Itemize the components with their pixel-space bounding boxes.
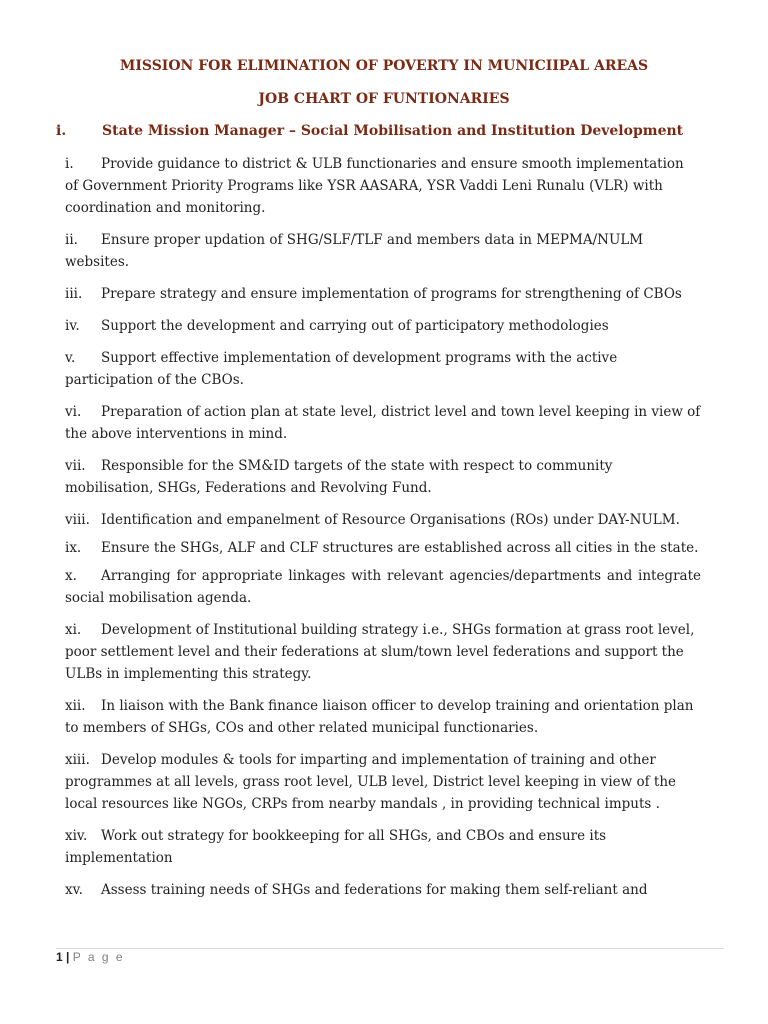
page-number: 1 bbox=[56, 950, 63, 964]
list-item bbox=[65, 537, 701, 559]
item-text: In liaison with the Bank finance liaison officer to develop training and orientation plan to members of SHGs, COs and other related municipal functionaries. bbox=[65, 698, 694, 736]
item-number: xv. bbox=[65, 882, 83, 898]
list-item bbox=[65, 455, 701, 499]
item-number: xii. bbox=[65, 698, 86, 714]
item-number: i. bbox=[65, 156, 74, 172]
item-text: Assess training needs of SHGs and federations for making them self-reliant and bbox=[101, 882, 648, 898]
page-label: P a g e bbox=[72, 950, 125, 964]
item-number: iii. bbox=[65, 286, 83, 302]
item-number: viii. bbox=[65, 512, 90, 528]
list-item bbox=[65, 229, 701, 273]
item-text: Prepare strategy and ensure implementation of programs for strengthening of CBOs bbox=[101, 286, 682, 302]
footer-divider bbox=[56, 948, 724, 949]
item-text: Support effective implementation of development programs with the active participation of the CBOs. bbox=[65, 350, 618, 388]
list-item bbox=[65, 695, 701, 739]
item-text: Provide guidance to district & ULB functionaries and ensure smooth implementation of Government Priority Programs like YSR AASARA, YSR Vaddi Leni Runalu (VLR) with coordination and monitoring. bbox=[65, 156, 684, 216]
list-item bbox=[65, 347, 701, 391]
list-item bbox=[65, 619, 701, 685]
section-title: State Mission Manager – Social Mobilisation and Institution Development bbox=[102, 123, 684, 139]
item-text: Develop modules & tools for imparting and implementation of training and other programmes at all levels, grass root level, ULB level, District level keeping in view of the local resources like NGOs, CRPs from nearby mandals , in providing technical imputs . bbox=[65, 752, 677, 812]
item-text: Development of Institutional building strategy i.e., SHGs formation at grass root level, poor settlement level and their federations at slum/town level federations and support the ULBs in implementing this strategy. bbox=[65, 622, 695, 682]
list-item bbox=[65, 509, 701, 531]
document-subtitle: JOB CHART OF FUNTIONARIES bbox=[258, 91, 510, 107]
page-footer bbox=[56, 950, 125, 964]
item-text: Ensure the SHGs, ALF and CLF structures are established across all cities in the state. bbox=[101, 540, 699, 556]
list-item bbox=[65, 315, 701, 337]
list-item bbox=[65, 401, 701, 445]
item-text: Arranging for appropriate linkages with relevant agencies/departments and integrate social mobilisation agenda. bbox=[65, 568, 701, 606]
list-item bbox=[65, 879, 701, 901]
list-item bbox=[65, 825, 701, 869]
item-number: xi. bbox=[65, 622, 82, 638]
list-item bbox=[65, 565, 701, 609]
list-item bbox=[65, 283, 701, 305]
item-number: xiv. bbox=[65, 828, 88, 844]
item-number: vi. bbox=[65, 404, 82, 420]
item-number: ix. bbox=[65, 540, 82, 556]
section-heading bbox=[56, 123, 728, 139]
section-number: i. bbox=[56, 123, 67, 139]
list-item bbox=[65, 153, 701, 219]
duty-list bbox=[65, 153, 701, 911]
item-text: Ensure proper updation of SHG/SLF/TLF and members data in MEPMA/NULM websites. bbox=[65, 232, 644, 270]
item-number: xiii. bbox=[65, 752, 90, 768]
item-text: Identification and empanelment of Resource Organisations (ROs) under DAY-NULM. bbox=[101, 512, 680, 528]
item-number: vii. bbox=[65, 458, 86, 474]
document-title: MISSION FOR ELIMINATION OF POVERTY IN MUNICIIPAL AREAS bbox=[119, 58, 649, 74]
item-text: Responsible for the SM&ID targets of the state with respect to community mobilisation, SHGs, Federations and Revolving Fund. bbox=[65, 458, 613, 496]
item-number: v. bbox=[65, 350, 76, 366]
page-separator: | bbox=[66, 950, 70, 964]
list-item bbox=[65, 749, 701, 815]
item-text: Support the development and carrying out of participatory methodologies bbox=[101, 318, 609, 334]
item-text: Work out strategy for bookkeeping for all SHGs, and CBOs and ensure its implementation bbox=[65, 828, 607, 866]
item-number: iv. bbox=[65, 318, 80, 334]
item-number: x. bbox=[65, 568, 77, 584]
item-text: Preparation of action plan at state level, district level and town level keeping in view of the above interventions in mind. bbox=[65, 404, 701, 442]
item-number: ii. bbox=[65, 232, 78, 248]
